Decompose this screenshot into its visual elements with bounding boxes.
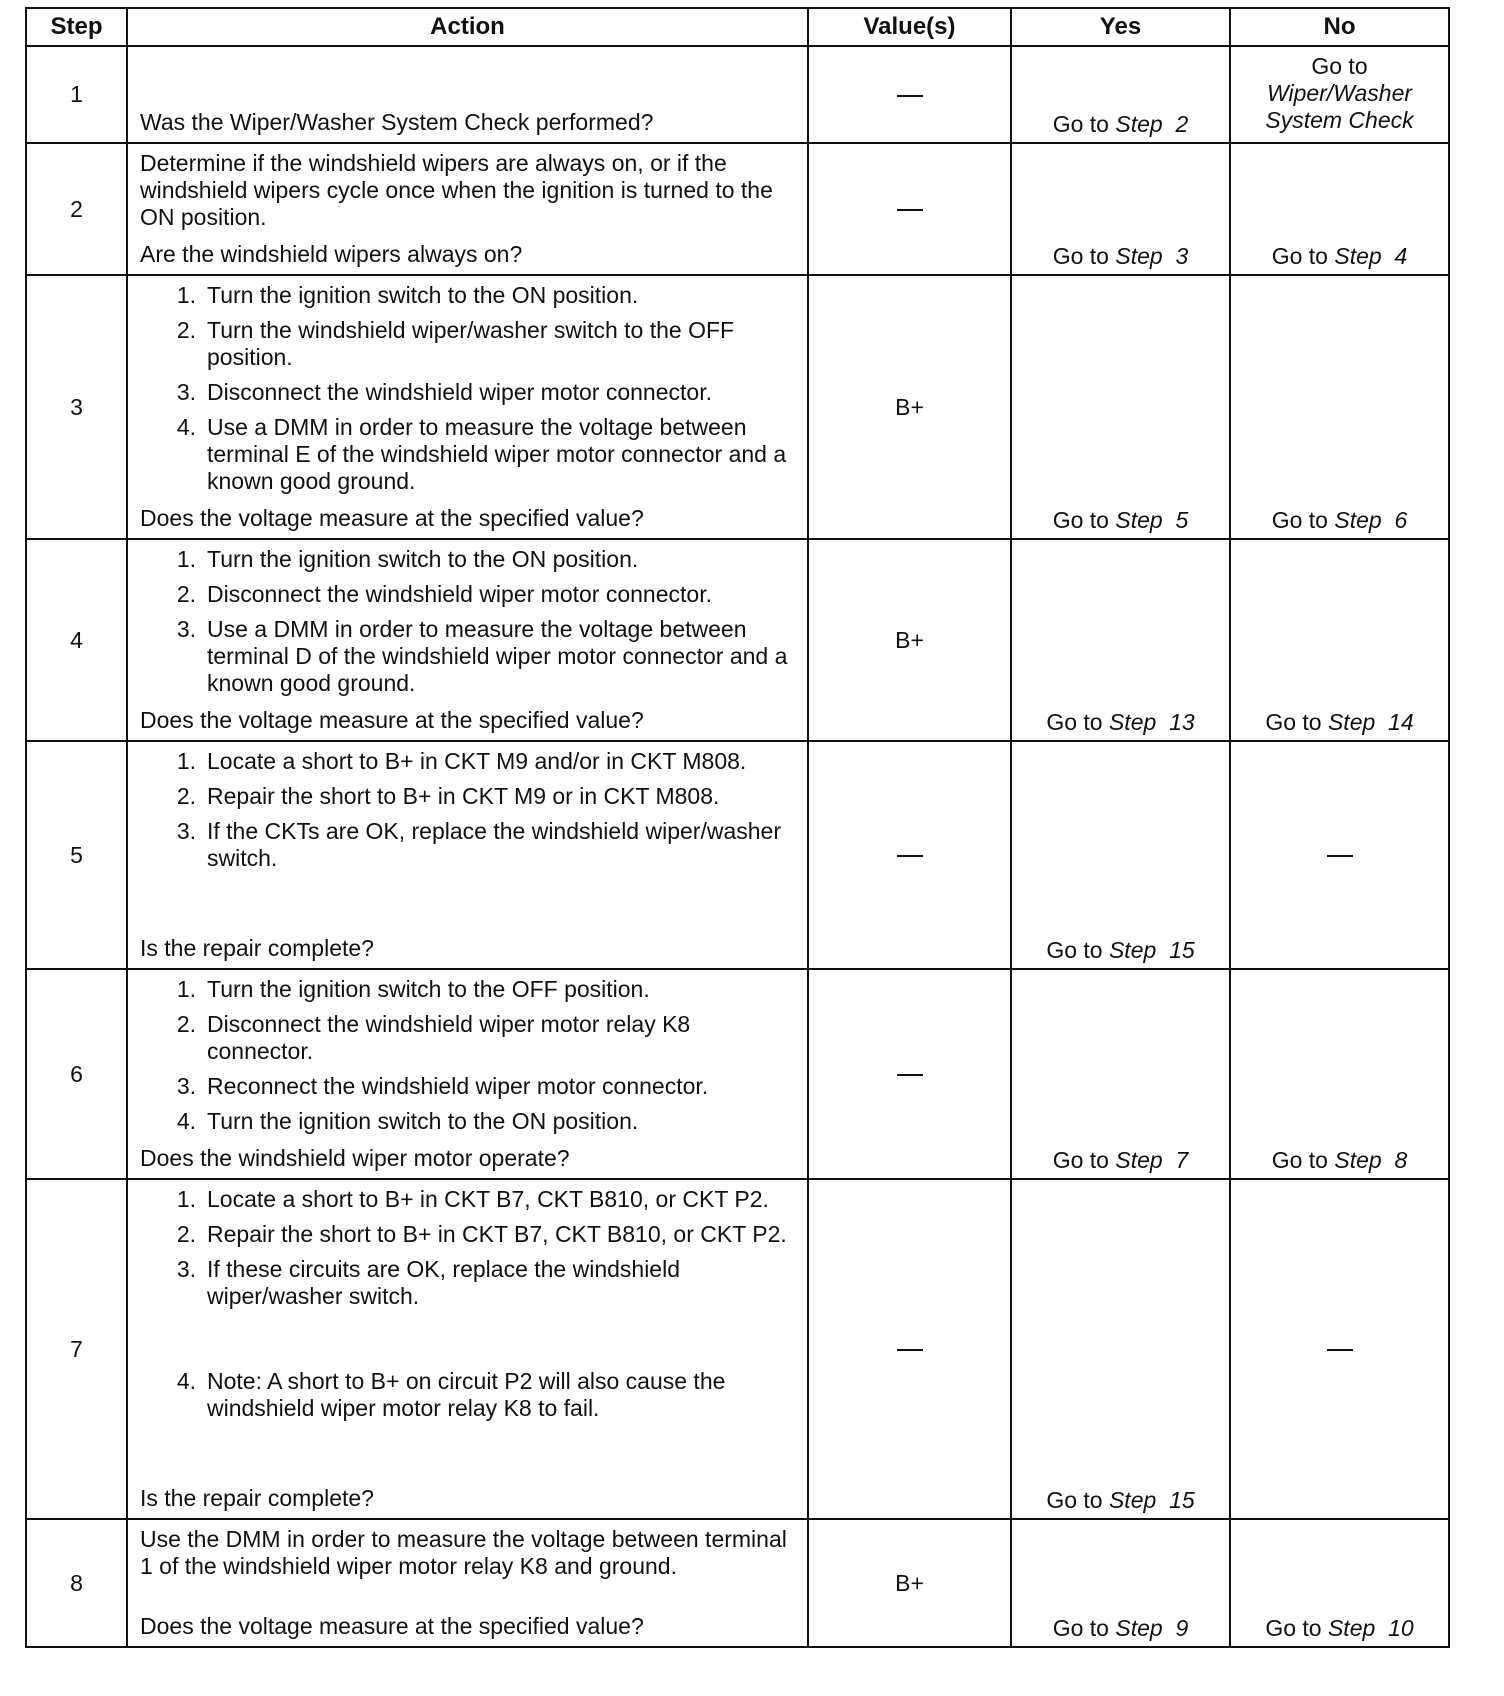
dash-value: [897, 209, 923, 211]
list-item-number: 2.: [176, 581, 196, 607]
goto-step-word: Step: [1115, 507, 1163, 533]
header-step: Step: [26, 8, 127, 46]
action-cell: [127, 1179, 808, 1519]
no-cell: [1230, 143, 1449, 275]
list-item: [140, 1368, 797, 1422]
dash-no: [1327, 1349, 1353, 1351]
goto-step-word: Step: [1334, 1147, 1382, 1173]
goto-step-number: 7: [1162, 1147, 1189, 1173]
no-goto-link[interactable]: [1231, 243, 1448, 274]
yes-goto-link[interactable]: [1012, 937, 1229, 968]
list-item-text: Use a DMM in order to measure the voltage between terminal D of the windshield wiper motor connector and a known good ground.: [207, 616, 788, 696]
list-item-number: 1.: [176, 748, 196, 774]
list-item-text: If these circuits are OK, replace the windshield wiper/washer switch.: [207, 1256, 681, 1309]
yes-goto-link[interactable]: [1012, 709, 1229, 740]
list-item: [140, 1221, 797, 1248]
action-question: Does the voltage measure at the specified value?: [140, 1613, 644, 1639]
yes-cell: [1011, 46, 1230, 143]
no-cell: [1230, 539, 1449, 741]
list-item-number: 3.: [176, 1073, 196, 1099]
goto-step-number: 8: [1381, 1147, 1408, 1173]
value-cell: B+: [808, 275, 1011, 539]
goto-step-number: 10: [1375, 1615, 1414, 1641]
step-number: 8: [26, 1519, 127, 1647]
goto-step-word: Step: [1108, 709, 1157, 735]
dash-value: [897, 1074, 923, 1076]
list-item-text: Repair the short to B+ in CKT B7, CKT B810, or CKT P2.: [207, 1221, 787, 1247]
goto-prefix: Go to: [1271, 243, 1335, 269]
action-cell: [127, 46, 808, 143]
list-item: [140, 1108, 797, 1135]
value-cell: [808, 741, 1011, 969]
no-goto-link[interactable]: [1231, 507, 1448, 538]
goto-prefix: Go to: [1052, 1615, 1116, 1641]
yes-goto-link[interactable]: [1012, 243, 1229, 274]
goto-step-word: Step: [1115, 243, 1163, 269]
header-action: Action: [127, 8, 808, 46]
action-question: Does the voltage measure at the specified value?: [140, 505, 644, 531]
table-row: [26, 969, 1449, 1179]
list-item-number: 3.: [176, 1256, 196, 1282]
yes-cell: [1011, 969, 1230, 1179]
list-item: [140, 581, 797, 608]
step-number: 1: [26, 46, 127, 143]
list-item: [140, 616, 797, 697]
action-cell: [127, 539, 808, 741]
dash-value: [897, 1349, 923, 1351]
table-row: [26, 143, 1449, 275]
action-list: [140, 282, 797, 495]
no-cell: [1230, 1179, 1449, 1519]
list-item-text: Turn the ignition switch to the ON position.: [207, 546, 639, 572]
goto-reference: Wiper/Washer System Check: [1265, 80, 1414, 133]
yes-goto-link[interactable]: [1012, 507, 1229, 538]
list-item-text: Turn the ignition switch to the ON position.: [207, 282, 639, 308]
goto-prefix: Go to: [1311, 53, 1368, 79]
no-cell: [1230, 46, 1449, 143]
step-number: 4: [26, 539, 127, 741]
no-goto-link[interactable]: [1231, 53, 1448, 134]
table-row: [26, 275, 1449, 539]
list-item-number: 4.: [176, 1368, 196, 1394]
yes-cell: [1011, 275, 1230, 539]
list-item-text: Turn the ignition switch to the ON position.: [207, 1108, 639, 1134]
goto-step-number: 14: [1375, 709, 1414, 735]
list-item-text: Reconnect the windshield wiper motor connector.: [207, 1073, 709, 1099]
list-item-number: 4.: [176, 414, 196, 440]
action-question: Does the voltage measure at the specified value?: [140, 707, 644, 733]
step-number: 3: [26, 275, 127, 539]
list-item-text: Note: A short to B+ on circuit P2 will also cause the windshield wiper motor relay K8 to fail.: [207, 1368, 726, 1421]
list-item-number: 2.: [176, 1011, 196, 1037]
table-row: [26, 1179, 1449, 1519]
goto-step-number: 15: [1156, 1487, 1195, 1513]
value-cell: B+: [808, 539, 1011, 741]
action-question: Is the repair complete?: [140, 935, 374, 961]
list-item: [140, 317, 797, 371]
no-cell: [1230, 969, 1449, 1179]
goto-prefix: Go to: [1046, 709, 1109, 735]
list-item: [140, 379, 797, 406]
goto-step-number: 9: [1162, 1615, 1189, 1641]
table-row: [26, 741, 1449, 969]
header-yes: Yes: [1011, 8, 1230, 46]
list-item-text: Locate a short to B+ in CKT M9 and/or in CKT M808.: [207, 748, 747, 774]
diagnostic-table: [25, 7, 1450, 1648]
list-item: [140, 546, 797, 573]
action-text: Determine if the windshield wipers are always on, or if the windshield wipers cycle once when the ignition is turned to the ON position.: [140, 150, 773, 230]
action-list: [140, 748, 797, 872]
action-question: Does the windshield wiper motor operate?: [140, 1145, 570, 1171]
value-cell: [808, 1179, 1011, 1519]
goto-step-number: 15: [1156, 937, 1195, 963]
header-values: Value(s): [808, 8, 1011, 46]
list-item: [140, 1011, 797, 1065]
goto-prefix: Go to: [1046, 1487, 1109, 1513]
list-item-text: Locate a short to B+ in CKT B7, CKT B810, or CKT P2.: [207, 1186, 769, 1212]
goto-prefix: Go to: [1271, 507, 1335, 533]
list-item-text: Repair the short to B+ in CKT M9 or in CKT M808.: [207, 783, 720, 809]
goto-step-word: Step: [1115, 111, 1163, 137]
goto-prefix: Go to: [1265, 709, 1328, 735]
action-list: [140, 976, 797, 1135]
goto-step-number: 6: [1381, 507, 1408, 533]
yes-cell: [1011, 1519, 1230, 1647]
list-item-text: Turn the ignition switch to the OFF position.: [207, 976, 650, 1002]
action-question: Is the repair complete?: [140, 1485, 374, 1511]
dash-no: [1327, 855, 1353, 857]
table-row: [26, 1519, 1449, 1647]
list-item-text: Turn the windshield wiper/washer switch to the OFF position.: [207, 317, 735, 370]
table-row: [26, 46, 1449, 143]
value-cell: [808, 46, 1011, 143]
goto-step-word: Step: [1115, 1147, 1163, 1173]
list-item-number: 3.: [176, 818, 196, 844]
goto-step-number: 5: [1162, 507, 1189, 533]
yes-cell: [1011, 539, 1230, 741]
header-row: [26, 8, 1449, 46]
goto-prefix: Go to: [1052, 111, 1116, 137]
step-number: 7: [26, 1179, 127, 1519]
yes-goto-link[interactable]: [1012, 1615, 1229, 1646]
table-body: [26, 46, 1449, 1647]
list-item-number: 1.: [176, 546, 196, 572]
goto-prefix: Go to: [1271, 1147, 1335, 1173]
list-item-number: 1.: [176, 976, 196, 1002]
step-number: 5: [26, 741, 127, 969]
list-item-text: Disconnect the windshield wiper motor connector.: [207, 379, 712, 405]
yes-goto-link[interactable]: [1012, 1147, 1229, 1178]
goto-prefix: Go to: [1052, 507, 1116, 533]
list-item-text: Disconnect the windshield wiper motor connector.: [207, 581, 712, 607]
list-item-text: Disconnect the windshield wiper motor relay K8 connector.: [207, 1011, 691, 1064]
list-item-number: 4.: [176, 1108, 196, 1134]
yes-goto-link[interactable]: [1012, 111, 1229, 142]
list-item-number: 2.: [176, 1221, 196, 1247]
list-item: [140, 1256, 797, 1310]
list-item-number: 1.: [176, 282, 196, 308]
goto-step-number: 2: [1162, 111, 1189, 137]
no-goto-link[interactable]: [1231, 1147, 1448, 1178]
goto-prefix: Go to: [1046, 937, 1109, 963]
action-cell: [127, 741, 808, 969]
goto-prefix: Go to: [1265, 1615, 1328, 1641]
action-cell: [127, 143, 808, 275]
dash-value: [897, 855, 923, 857]
goto-step-word: Step: [1115, 1615, 1163, 1641]
list-item-number: 2.: [176, 783, 196, 809]
list-item: [140, 818, 797, 872]
no-cell: [1230, 741, 1449, 969]
yes-cell: [1011, 1179, 1230, 1519]
value-cell: [808, 969, 1011, 1179]
list-item: [140, 783, 797, 810]
no-cell: [1230, 275, 1449, 539]
action-cell: [127, 969, 808, 1179]
action-question: Was the Wiper/Washer System Check performed?: [140, 109, 654, 135]
yes-cell: [1011, 143, 1230, 275]
no-goto-link[interactable]: [1231, 1615, 1448, 1646]
action-text: Use the DMM in order to measure the voltage between terminal 1 of the windshield wiper motor relay K8 and ground.: [140, 1526, 787, 1579]
list-item-number: 3.: [176, 379, 196, 405]
yes-cell: [1011, 741, 1230, 969]
value-cell: [808, 143, 1011, 275]
action-list: [140, 546, 797, 697]
list-item-text: Use a DMM in order to measure the voltage between terminal E of the windshield wiper motor connector and a known good ground.: [207, 414, 787, 494]
list-item-number: 2.: [176, 317, 196, 343]
goto-step-word: Step: [1334, 243, 1382, 269]
list-item-number: 3.: [176, 616, 196, 642]
goto-step-number: 3: [1162, 243, 1189, 269]
goto-step-word: Step: [1108, 1487, 1157, 1513]
list-item: [140, 748, 797, 775]
no-goto-link[interactable]: [1231, 709, 1448, 740]
list-item: [140, 1186, 797, 1213]
action-list: [140, 1186, 797, 1422]
goto-prefix: Go to: [1052, 243, 1116, 269]
action-cell: [127, 275, 808, 539]
dash-value: [897, 95, 923, 97]
goto-step-word: Step: [1327, 1615, 1376, 1641]
goto-step-number: 13: [1156, 709, 1195, 735]
value-cell: B+: [808, 1519, 1011, 1647]
header-no: No: [1230, 8, 1449, 46]
yes-goto-link[interactable]: [1012, 1487, 1229, 1518]
list-item-number: 1.: [176, 1186, 196, 1212]
step-number: 6: [26, 969, 127, 1179]
action-cell: [127, 1519, 808, 1647]
goto-step-word: Step: [1108, 937, 1157, 963]
goto-step-word: Step: [1327, 709, 1376, 735]
list-item: [140, 976, 797, 1003]
list-item-text: If the CKTs are OK, replace the windshield wiper/washer switch.: [207, 818, 781, 871]
goto-step-number: 4: [1381, 243, 1408, 269]
action-question: Are the windshield wipers always on?: [140, 241, 523, 267]
list-item: [140, 282, 797, 309]
goto-step-word: Step: [1334, 507, 1382, 533]
step-number: 2: [26, 143, 127, 275]
list-item: [140, 414, 797, 495]
table-row: [26, 539, 1449, 741]
goto-prefix: Go to: [1052, 1147, 1116, 1173]
no-cell: [1230, 1519, 1449, 1647]
list-item: [140, 1073, 797, 1100]
